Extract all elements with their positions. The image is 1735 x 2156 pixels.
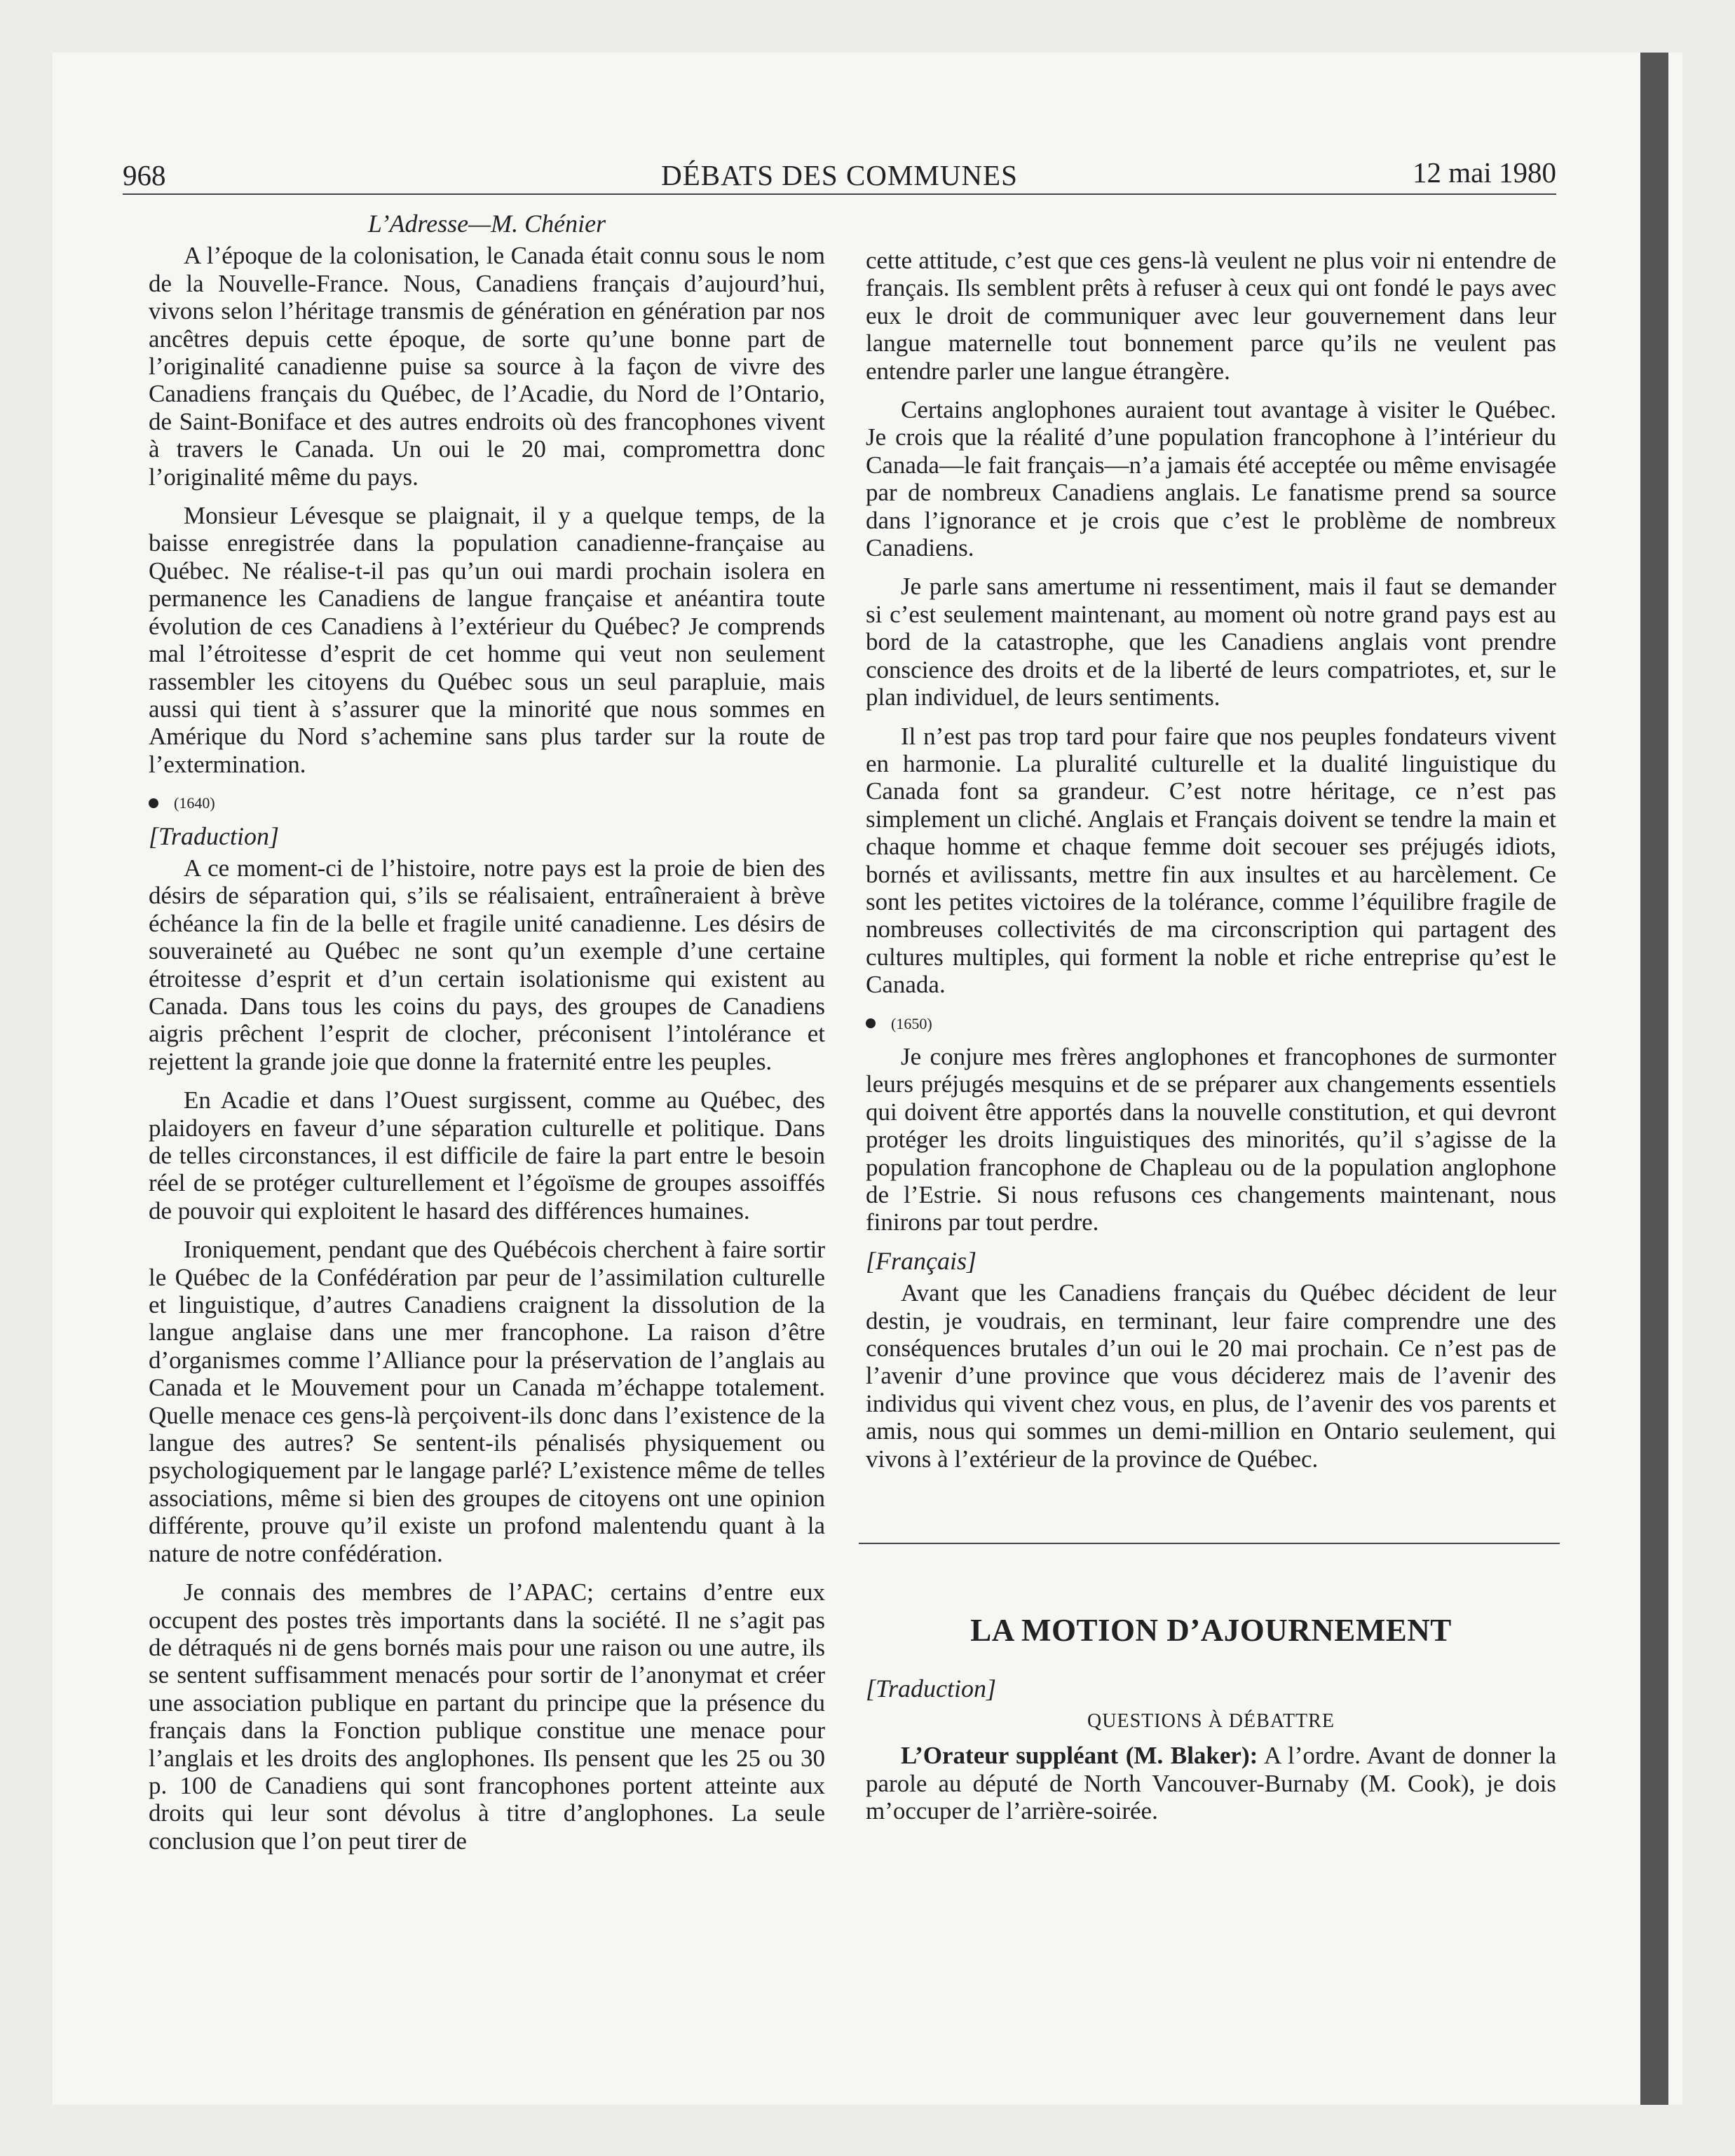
left-column (149, 210, 825, 1866)
paragraph: A ce moment-ci de l’histoire, notre pays est la proie de bien des désirs de séparation qui, s’ils se réalisaient, entraîneraient à brève échéance la fin de la belle et fragile unité canadienne. Les désirs de souveraineté au Québec ne sont qu’un exemple d’une certaine étroitesse d’esprit et d’un certain isolationisme qui existent au Canada. Dans tous les coins du pays, des groupes de Canadiens aigris prêchent l’esprit de clocher, préconisent l’intolérance et rejettent la grande joie que donne la fraternité entre les peuples. (149, 854, 825, 1075)
subsection-heading: QUESTIONS À DÉBATTRE (1087, 1710, 1335, 1732)
paragraph: Je parle sans amertume ni ressentiment, mais il faut se demander si c’est seulement maintenant, au moment où notre grand pays est au bord de la catastrophe, que les Canadiens anglais vont prendre conscience des droits et de la liberté de leurs compatriotes, et, sur le plan individuel, de leurs sentiments. (866, 573, 1556, 711)
time-marker (149, 789, 825, 817)
speaker-name: L’Orateur suppléant (M. Blaker): (901, 1742, 1258, 1770)
paragraph: Je connais des membres de l’APAC; certains d’entre eux occupent des postes très importants dans la société. Il ne s’agit pas de détraqués ni de gens bornés mais pour une raison ou une autre, ils se sentent suffisamment menacés pour sortir de l’anonymat et créer une association publique en partant du principe que la présence du français dans la Fonction publique constitue une menace pour l’anglais et les droits des anglophones. Ils pensent que les 25 ou 30 p. 100 de Canadiens qui sont francophones portent atteinte aux droits qui leur sont dévolus à titre d’anglophones. La seule conclusion que l’on peut tirer de (149, 1578, 825, 1855)
page-date: 12 mai 1980 (1413, 156, 1556, 189)
language-note: [Français] (866, 1246, 977, 1275)
section-divider (859, 1543, 1560, 1544)
page-number: 968 (123, 159, 166, 191)
paragraph: Monsieur Lévesque se plaignait, il y a quelque temps, de la baisse enregistrée dans la population canadienne-française au Québec. Ne réalise-t-il pas qu’un oui mardi prochain isolera en permanence les Canadiens de langue française et anéantira toute évolution de ces Canadiens à l’extérieur du Québec? Je comprends mal l’étroitesse d’esprit de cet homme qui veut non seulement rassembler les citoyens du Québec sous un seul parapluie, mais aussi qui tient à s’assurer que la minorité que nous sommes en Amérique du Nord s’achemine sans plus tarder sur la route de l’extermination. (149, 502, 825, 778)
right-column (866, 247, 1556, 1836)
section-title: LA MOTION D’AJOURNEMENT (970, 1613, 1452, 1649)
paragraph: En Acadie et dans l’Ouest surgissent, comme au Québec, des plaidoyers en faveur d’une séparation culturelle et politique. Dans de telles circonstances, il est difficile de faire la part entre le besoin réel de se protéger culturellement et l’égoïsme de groupes assoiffés de pouvoir qui exploitent le hasard des différences humaines. (149, 1086, 825, 1224)
paragraph: Il n’est pas trop tard pour faire que nos peuples fondateurs vivent en harmonie. La pluralité culturelle et la dualité linguistique du Canada font sa grandeur. C’est notre héritage, ce n’est pas simplement un cliché. Anglais et Français doivent se tendre la main et chaque homme et chaque femme doit secouer ses préjugés idiots, bornés et avilissants, mettre fin aux insultes et au harcèlement. Ce sont les petites victoires de la tolérance, comme l’équilibre fragile de nombreuses collectivités de ma circonscription qui partagent des cultures multiples, qui forment la noble et riche entreprise qu’est le Canada. (866, 722, 1556, 999)
language-note: [Traduction] (149, 821, 280, 850)
paragraph: Je conjure mes frères anglophones et francophones de surmonter leurs préjugés mesquins et de se préparer aux changements essentiels qui doivent être apportés dans la nouvelle constitution, et qui devront protéger les droits linguistiques des minorités, qu’il s’agisse de la population francophone de Chapleau ou de la population anglophone de l’Estrie. Si nous refusons ces changements maintenant, nous finirons par tout perdre. (866, 1042, 1556, 1236)
paragraph: cette attitude, c’est que ces gens-là veulent ne plus voir ni entendre de français. Ils semblent prêts à refuser à ceux qui ont fondé le pays avec eux le droit de communiquer avec leur gouvernement dans leur langue maternelle tout bonnement parce qu’ils ne veulent pas entendre parler une langue étrangère. (866, 247, 1556, 385)
paragraph: Certains anglophones auraient tout avantage à visiter le Québec. Je crois que la réalité d’une population francophone à l’intérieur du Canada—le fait français—n’a jamais été acceptée ou même envisagée par de nombreux Canadiens anglais. Le fanatisme prend sa source dans l’ignorance et je crois que c’est le problème de nombreux Canadiens. (866, 396, 1556, 562)
time-marker-label: (1640) (174, 794, 215, 812)
speaker-text: A l’ordre. Avant de donner la parole au député de North Vancouver-Burnaby (M. Cook), je dois m’occuper de l’arrière-soirée. (866, 1742, 1557, 1825)
paragraph: Avant que les Canadiens français du Québec décident de leur destin, je voudrais, en terminant, leur faire comprendre une des conséquences brutales d’un oui le 20 mai prochain. Ce n’est pas de l’avenir d’une province que vous déciderez mais de l’avenir des individus qui vivent chez vous, en plus, de l’avenir des vos parents et amis, nous qui sommes un demi-million en Ontario seulement, qui vivons à l’extérieur de la province de Québec. (866, 1279, 1556, 1473)
paragraph: Ironiquement, pendant que des Québécois cherchent à faire sortir le Québec de la Confédération par peur de l’assimilation culturelle et linguistique, d’autres Canadiens craignent la dissolution de la langue anglaise dans une mer francophone. La raison d’être d’organismes comme l’Alliance pour la préservation de l’anglais au Canada et le Mouvement pour un Canada m’échappe totalement. Quelle menace ces gens-là perçoivent-ils donc dans l’existence de la langue des autres? Se sentent-ils pénalisés physiquement ou psychologiquement par le langage parlé? L’existence même de telles associations, même si bien des groupes de citoyens ont une opinion différente, prouve qu’il existe un profond malentendu quant à la nature de notre confédération. (149, 1236, 825, 1567)
bullet-dot-icon (149, 798, 158, 808)
paragraph: A l’époque de la colonisation, le Canada était connu sous le nom de la Nouvelle-France. Nous, Canadiens français d’aujourd’hui, vivons selon l’héritage transmis de génération en génération par nos ancêtres depuis cette époque, de sorte qu’une bonne part de l’originalité canadienne puise sa source à la façon de vivre des Canadiens français du Québec, de l’Acadie, du Nord de l’Ontario, de Saint-Boniface et des autres endroits où des francophones vivent à travers le Canada. Un oui le 20 mai, compromettra donc l’originalité même du pays. (149, 242, 825, 491)
time-marker (866, 1010, 1556, 1037)
speaker-paragraph (866, 1742, 1556, 1824)
time-marker-label: (1650) (891, 1014, 932, 1032)
language-note: [Traduction] (866, 1674, 997, 1703)
bullet-dot-icon (866, 1018, 876, 1028)
page-header (123, 154, 1556, 195)
running-subhead: L’Adresse—M. Chénier (367, 210, 606, 238)
scan-edge-bar (1640, 53, 1668, 2105)
publication-title: DÉBATS DES COMMUNES (661, 159, 1018, 191)
